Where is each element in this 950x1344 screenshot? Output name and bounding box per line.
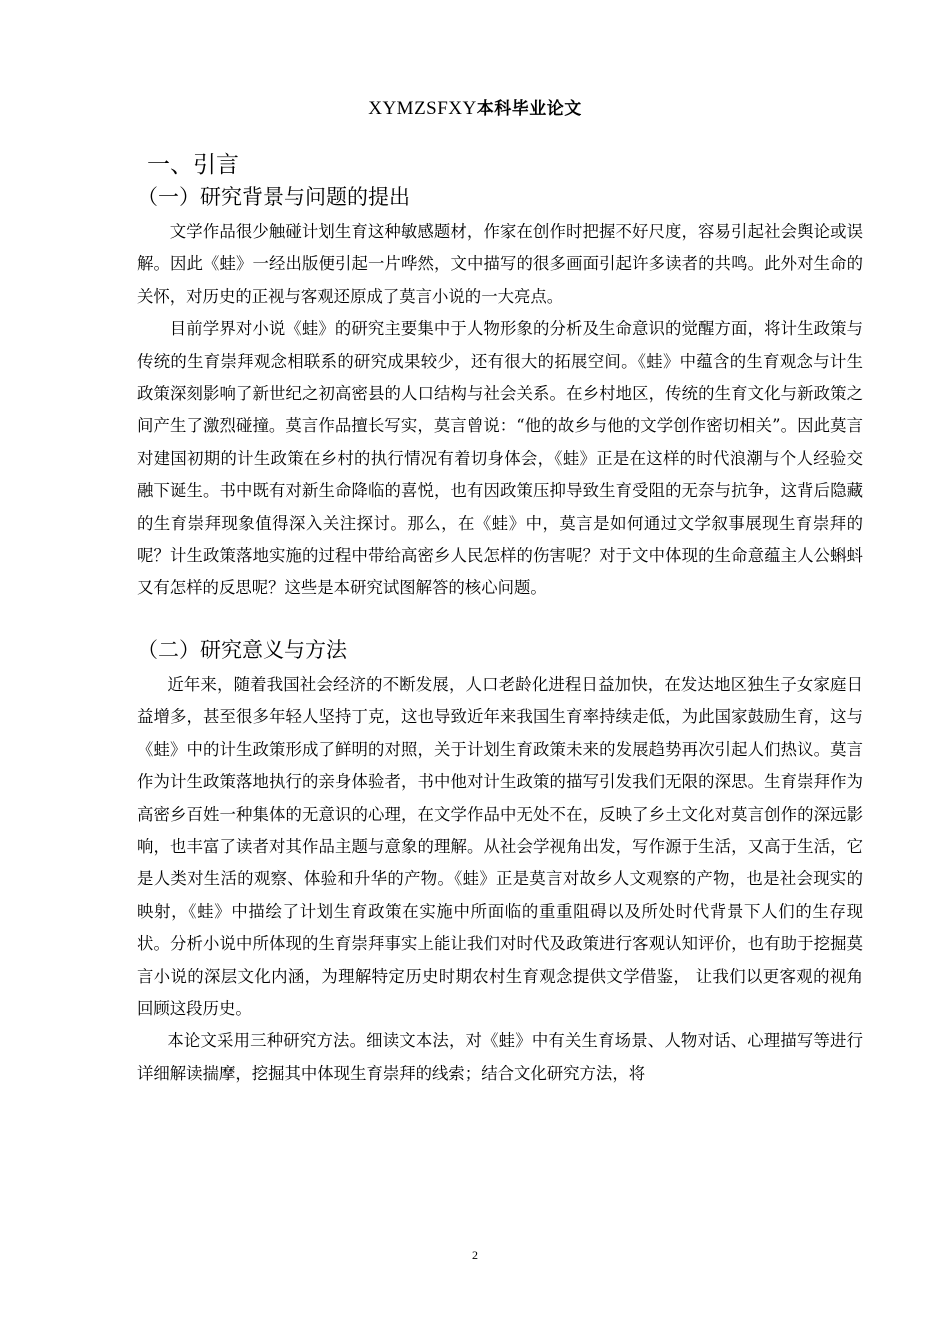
paragraph-background-2: 目前学界对小说《蛙》的研究主要集中于人物形象的分析及生命意识的觉醒方面，将计生政策与传统的生育崇拜观念相联系的研究成果较少，还有很大的拓展空间。《蛙》中蕴含的生育观念与计生政策深刻影响了新世纪之初高密县的人口结构与社会关系。在乡村地区，传统的生育文化与新政策之间产生了激烈碰撞。莫言作品擅长写实，莫言曾说：“他的故乡与他的文学创作密切相关”。因此莫言对建国初期的计生政策在乡村的执行情况有着切身体会，《蛙》正是在这样的时代浪潮与个人经验交融下诞生。书中既有对新生命降临的喜悦，也有因政策压抑导致生育受阻的无奈与抗争，这背后隐藏的生育崇拜现象值得深入关注探讨。那么，在《蛙》中，莫言是如何通过文学叙事展现生育崇拜的呢？计生政策落地实施的过程中带给高密乡人民怎样的伤害呢？对于文中体现的生命意蕴主人公蝌蚪又有怎样的反思呢？这些是本研究试图解答的核心问题。 — [137, 319, 863, 598]
paragraph-significance-1: 近年来，随着我国社会经济的不断发展，人口老龄化进程日益加快，在发达地区独生子女家庭日益增多，甚至很多年轻人坚持丁克，这也导致近年来我国生育率持续走低，为此国家鼓励生育，这与《蛙》中的计生政策形成了鲜明的对照，关于计划生育政策未来的发展趋势再次引起人们热议。莫言作为计生政策落地执行的亲身体验者，书中他对计生政策的描写引发我们无限的深思。生育崇拜作为高密乡百姓一种集体的无意识的心理，在文学作品中无处不在，反映了乡土文化对莫言创作的深远影响，也丰富了读者对其作品主题与意象的理解。从社会学视角出发，写作源于生活，又高于生活，它是人类对生活的观察、体验和升华的产物。《蛙》正是莫言对故乡人文观察的产物，也是社会现实的映射，《蛙》中描绘了计划生育政策在实施中所面临的重重阻碍以及所处时代背景下人们的生存现状。分析小说中所体现的生育崇拜事实上能让我们对时代及政策进行客观认知评价，也有助于挖掘莫言小说的深层文化内涵，为理解特定历史时期农村生育观念提供文学借鉴， 让我们以更客观的视角回顾这段历史。 — [137, 674, 863, 1018]
page-number: 2 — [472, 1248, 478, 1262]
paragraph-methods-1: 本论文采用三种研究方法。细读文本法，对《蛙》中有关生育场景、人物对话、心理描写等进行详细解读揣摩，挖掘其中体现生育崇拜的线索；结合文化研究方法，将 — [137, 1031, 863, 1083]
running-header — [0, 94, 950, 120]
section-spacer — [137, 605, 863, 635]
header-school-mark: XYMZSFXY — [368, 98, 477, 119]
paragraph-background-1: 文学作品很少触碰计划生育这种敏感题材，作家在创作时把握不好尺度，容易引起社会舆论或误解。因此《蛙》一经出版便引起一片哗然，文中描写的很多画面引起许多读者的共鸣。此外对生命的关怀，对历史的正视与客观还原成了莫言小说的一大亮点。 — [137, 222, 863, 306]
subsection-heading-background: （一）研究背景与问题的提出 — [137, 185, 410, 209]
section-heading-introduction: 一、引言 — [147, 152, 239, 178]
document-body — [137, 150, 863, 1090]
header-title: 本科毕业论文 — [476, 99, 582, 119]
subsection-heading-significance: （二）研究意义与方法 — [137, 637, 347, 662]
